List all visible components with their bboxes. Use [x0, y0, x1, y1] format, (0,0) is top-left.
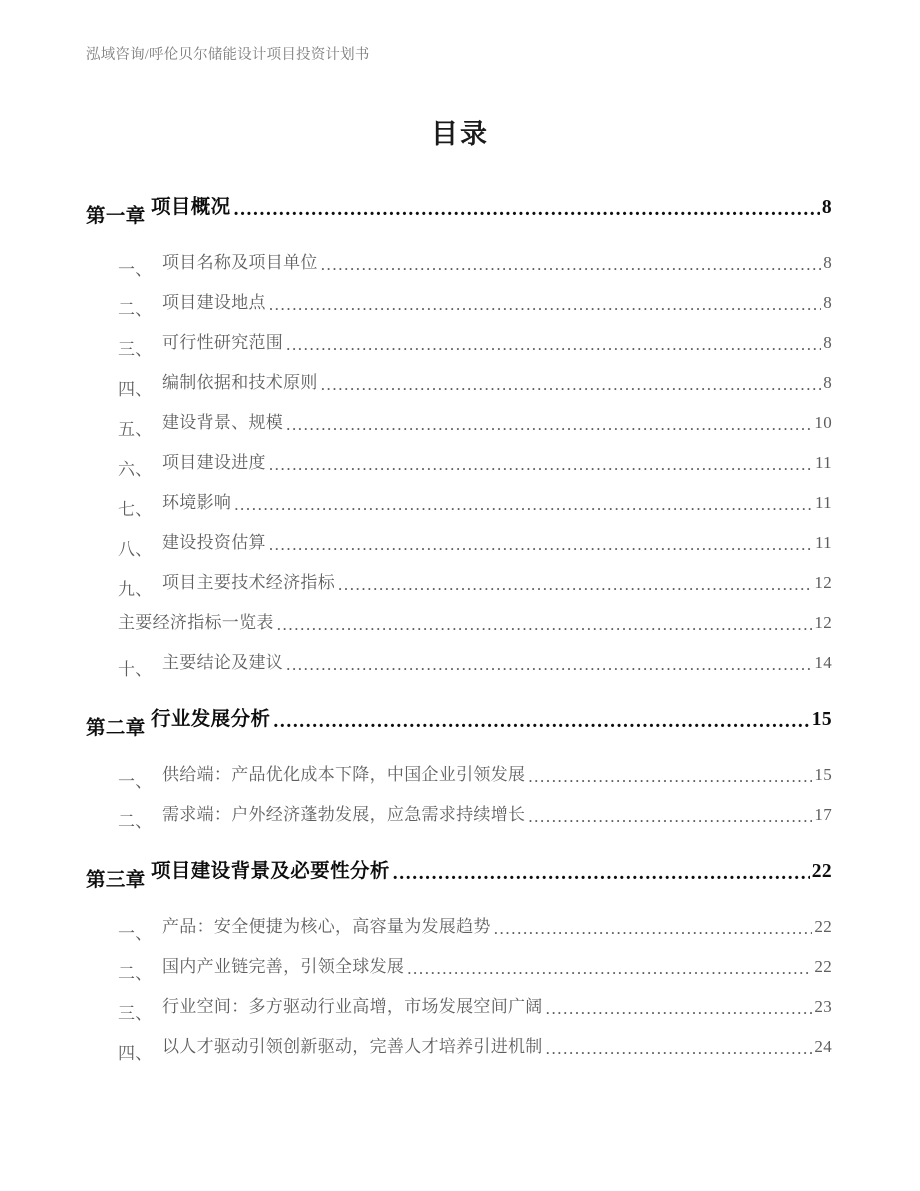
toc-entry-label: 编制依据和技术原则	[162, 373, 318, 392]
toc-entry-label: 项目名称及项目单位	[162, 253, 318, 272]
toc-page-number: 22	[811, 861, 832, 882]
toc-leader-dots	[234, 496, 813, 520]
toc-entry-number: 二、	[118, 300, 153, 319]
toc-entry-label: 项目建设背景及必要性分析	[150, 861, 390, 882]
toc-entry-label: 需求端：户外经济蓬勃发展，应急需求持续增长	[162, 805, 526, 824]
toc-entry-label: 项目建设地点	[162, 293, 266, 312]
toc-entry-number: 四、	[118, 1044, 153, 1063]
toc-leader-dots	[286, 336, 821, 360]
toc-section-entry[interactable]	[0, 752, 920, 792]
toc-entry-label: 可行性研究范围	[162, 333, 284, 352]
toc-entry-label: 产品：安全便捷为核心，高容量为发展趋势	[162, 917, 491, 936]
toc-entry-number: 二、	[118, 812, 153, 831]
running-header: 泓域咨询/呼伦贝尔储能设计项目投资计划书	[86, 47, 370, 63]
toc-entry-label: 行业发展分析	[150, 709, 271, 730]
toc-entry-number: 三、	[118, 340, 153, 359]
toc-page-number: 8	[821, 197, 832, 218]
toc-entry-label: 主要结论及建议	[162, 653, 284, 672]
toc-page-number: 8	[823, 293, 832, 312]
toc-section-entry[interactable]	[0, 560, 920, 600]
toc-page-number: 14	[814, 653, 832, 672]
toc-section-entry[interactable]	[0, 480, 920, 520]
toc-leader-dots	[286, 416, 812, 440]
toc-page-number: 11	[815, 533, 832, 552]
toc-leader-dots	[273, 712, 809, 741]
toc-entry-label: 项目主要技术经济指标	[162, 573, 335, 592]
toc-page-number: 8	[823, 253, 832, 272]
toc-leader-dots	[321, 256, 821, 280]
toc-page-number: 11	[815, 493, 832, 512]
toc-leader-dots	[321, 376, 821, 400]
toc-leader-dots	[494, 920, 813, 944]
toc-entry-label: 建设背景、规模	[162, 413, 284, 432]
toc-entry-label: 建设投资估算	[162, 533, 266, 552]
toc-section-entry[interactable]	[0, 640, 920, 680]
toc-page-number: 17	[814, 805, 832, 824]
toc-entry-label: 主要经济指标一览表	[118, 613, 274, 632]
table-of-contents	[0, 182, 920, 1064]
toc-leader-dots	[528, 768, 812, 792]
toc-section-entry[interactable]	[0, 320, 920, 360]
toc-leader-dots	[234, 200, 820, 229]
toc-entry-number: 六、	[118, 460, 153, 479]
toc-page-number: 8	[823, 333, 832, 352]
toc-leader-dots	[546, 1040, 813, 1064]
toc-section-entry[interactable]	[0, 240, 920, 280]
toc-entry-number: 三、	[118, 1004, 153, 1023]
toc-entry-number: 一、	[118, 772, 153, 791]
toc-entry-number: 九、	[118, 580, 153, 599]
toc-page-number: 11	[815, 453, 832, 472]
toc-section-entry[interactable]	[0, 520, 920, 560]
toc-chapter-entry[interactable]	[0, 182, 920, 228]
toc-page-number: 12	[814, 613, 832, 632]
toc-section-entry[interactable]	[0, 440, 920, 480]
toc-section-entry[interactable]	[0, 400, 920, 440]
toc-entry-label: 国内产业链完善，引领全球发展	[162, 957, 405, 976]
toc-page-number: 10	[814, 413, 832, 432]
toc-leader-dots	[407, 960, 812, 984]
toc-entry-number: 第二章	[86, 718, 146, 739]
toc-section-entry[interactable]	[0, 360, 920, 400]
toc-entry-number: 二、	[118, 964, 153, 983]
toc-entry-number: 五、	[118, 420, 153, 439]
toc-entry-number: 七、	[118, 500, 153, 519]
toc-leader-dots	[286, 656, 812, 680]
toc-page-number: 23	[814, 997, 832, 1016]
toc-chapter-entry[interactable]	[0, 694, 920, 740]
toc-section-entry[interactable]	[0, 1024, 920, 1064]
toc-section-entry[interactable]	[0, 944, 920, 984]
toc-section-entry[interactable]	[0, 792, 920, 832]
toc-section-entry[interactable]	[0, 280, 920, 320]
toc-page-number: 15	[814, 765, 832, 784]
toc-page-number: 24	[814, 1037, 832, 1056]
toc-entry-number: 八、	[118, 540, 153, 559]
toc-entry-label: 以人才驱动引领创新驱动，完善人才培养引进机制	[162, 1037, 543, 1056]
toc-entry-label: 供给端：产品优化成本下降，中国企业引领发展	[162, 765, 526, 784]
toc-leader-dots	[393, 864, 810, 893]
toc-entry-label: 环境影响	[162, 493, 232, 512]
toc-entry-number: 十、	[118, 660, 153, 679]
toc-entry-number: 一、	[118, 260, 153, 279]
toc-entry-label: 项目概况	[150, 197, 231, 218]
page-title: 目录	[431, 119, 489, 149]
toc-leader-dots	[269, 456, 813, 480]
toc-section-entry[interactable]	[0, 904, 920, 944]
toc-leader-dots	[269, 296, 821, 320]
toc-leader-dots	[528, 808, 812, 832]
toc-leader-dots	[269, 536, 813, 560]
toc-page-number: 15	[811, 709, 832, 730]
toc-leader-dots	[546, 1000, 813, 1024]
toc-entry-number: 第三章	[86, 870, 146, 891]
toc-chapter-entry[interactable]	[0, 846, 920, 892]
toc-entry-number: 四、	[118, 380, 153, 399]
toc-section-entry[interactable]	[0, 600, 920, 640]
toc-page-number: 22	[814, 917, 832, 936]
toc-entry-label: 行业空间：多方驱动行业高增，市场发展空间广阔	[162, 997, 543, 1016]
toc-page-number: 22	[814, 957, 832, 976]
toc-entry-number: 第一章	[86, 206, 146, 227]
toc-entry-number: 一、	[118, 924, 153, 943]
toc-page-number: 12	[814, 573, 832, 592]
toc-leader-dots	[338, 576, 812, 600]
toc-leader-dots	[277, 616, 813, 640]
toc-entry-label: 项目建设进度	[162, 453, 266, 472]
toc-page-number: 8	[823, 373, 832, 392]
toc-section-entry[interactable]	[0, 984, 920, 1024]
